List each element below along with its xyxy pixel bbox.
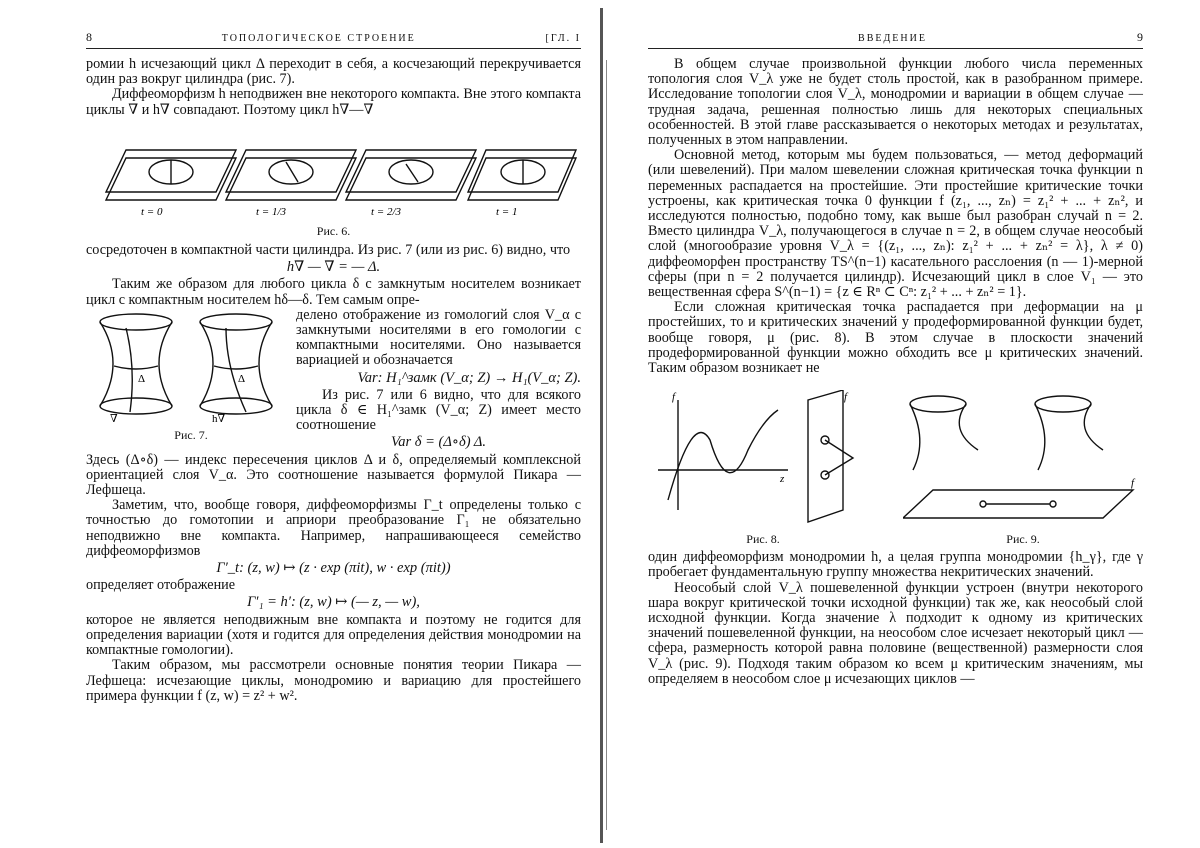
page-gutter <box>600 8 603 843</box>
right-page-number: 9 <box>1137 30 1143 44</box>
fig8-label: z <box>780 473 785 486</box>
left-paragraph: сосредоточен в компактной части цилиндра. Из рис. 7 (или из рис. 6) видно, что <box>86 242 571 259</box>
right-paragraph: В общем случае произвольной функции любого числа переменных топология слоя V_λ уже не будет столь простой, как в разобранном примере. Исследование топологии слоя V_λ, монодромии и вариации в общем случае — трудная задача, решенная полностью лишь для некоторых специальных особенностей. В этой главе рассказывается о некоторых методах и результатах, полученных в этом направлении. <box>648 56 1143 149</box>
fig6-label: t = 0 <box>141 205 163 218</box>
page-gutter-shadow <box>606 60 607 830</box>
figure-8-caption: Рис. 8. <box>746 532 780 547</box>
formula: Γ′₁ = h′: (z, w) ↦ (— z, — w), <box>247 594 420 611</box>
fig9-label: f <box>1131 477 1135 490</box>
right-paragraph: Основной метод, которым мы будем пользоваться, — метод деформаций (или шевелений). При малом шевелении сложная критическая точка функции n переменных распадается на простейшие. Эти простейшие критические точки устроены, как критическая точка 0 функции f (z₁, ..., zₙ) = z₁² + ... + zₙ², и исследуются полностью, подобно тому, как выше был разобран случай n = 2. Вместо цилиндра V_λ, получающегося в случае n = 2, в общем случае неособый слой (многообразие уровня V_λ = {(z₁, ..., zₙ): z₁² + ... + zₙ² = λ}, λ ≠ 0) диффеоморфен пространству TS^(n−1) касательного расслоения (n — 1)-мерной сферы (при n = 2 получается цилиндр). Исчезающий цикл в слое V₁ — это вещественная сфера S^(n−1) = {z ∈ Rⁿ ⊂ Cⁿ: z₁² + ... + zₙ² = 1}. <box>648 147 1143 301</box>
left-running-head <box>86 30 581 49</box>
fig7-label: h∇ <box>212 412 226 425</box>
fig7-label: Δ <box>238 372 246 385</box>
left-paragraph: Таким образом, мы рассмотрели основные понятия теории Пикара — Лефшеца: исчезающие циклы, монодромию и вариацию для простейшего примера функции f (z, w) = z² + w². <box>86 657 581 704</box>
formula: Var: H₁^замк (V_α; Z) → H₁(V_α; Z). <box>357 369 581 386</box>
left-page <box>86 30 581 704</box>
fig6-label: t = 2/3 <box>371 205 402 218</box>
formula: h∇ — ∇ = — Δ. <box>286 259 381 276</box>
left-paragraph: Диффеоморфизм h неподвижен вне некоторого компакта. Вне этого компакта циклы ∇ и h∇ совпадают. Поэтому цикл h∇—∇ <box>86 86 581 118</box>
right-page <box>648 30 1143 687</box>
right-paragraph: Неособый слой V_λ пошевеленной функции устроен (внутри некоторого шара вокруг критической точки исходной функции) так же, как неособый слой исходной функции. Когда значение λ подходит к одному из критических значений пошевеленной функции, на неособом слое исчезает некоторый цикл — сфера, размерность которой равна половине (вещественной) размерности слоя V_λ (рис. 9). Подходя таким образом ко всем μ критическим значениям, мы определяем в неособом слое μ исчезающих циклов — <box>648 579 1143 687</box>
figure-7-block <box>86 308 581 453</box>
figures-8-9 <box>648 390 1143 550</box>
figure-9-caption: Рис. 9. <box>1006 532 1040 547</box>
left-paragraph: ромии h исчезающий цикл Δ переходит в себя, а косчезающий перекручивается один раз вокруг цилиндра (рис. 7). <box>86 56 581 88</box>
left-paragraph: Здесь (Δ∘δ) — индекс пересечения циклов Δ и δ, определяемый комплексной ориентацией слоя V_α. Это соотношение называется формулой Пикара — Лефшеца. <box>86 451 581 499</box>
figure-6 <box>86 122 581 222</box>
figure-7-side-text <box>296 308 581 453</box>
left-body <box>86 57 581 704</box>
formula: Γ′_t: (z, w) ↦ (z · exp (πit), w · exp (πit)) <box>216 560 451 577</box>
fig7-label: Δ <box>138 372 146 385</box>
figure-8 <box>648 390 878 550</box>
left-paragraph: делено отображение из гомологий слоя V_α с замкнутыми носителями в его гомологии с компактными носителями. Оно называется вариацией и обозначается <box>296 306 581 369</box>
fig8-label: f <box>672 391 676 404</box>
left-paragraph: которое не является неподвижным вне компакта и поэтому не годится для определения вариации (хотя и годится для определения действия монодромии на компактные гомологии). <box>86 611 581 659</box>
figure-6-caption: Рис. 6. <box>316 223 351 238</box>
chapter-ref: [ГЛ. I <box>545 33 581 44</box>
left-paragraph: Из рис. 7 или 6 видно, что для всякого цикла δ ∈ H₁^замк (V_α; Z) имеет место соотношение <box>296 386 581 434</box>
right-paragraph: Если сложная критическая точка распадается при деформации на μ простейших, то и критических значений у продеформированной функции будет, вообще говоря, μ (рис. 8). В этом случае в плоскости значений продеформированной функции можно обходить все μ критических значений. Таким образом возникает не <box>648 299 1143 377</box>
left-paragraph: Таким же образом для любого цикла δ с замкнутым носителем возникает цикл с компактным носителем hδ—δ. Тем самым опре- <box>86 276 581 308</box>
fig8-label: f <box>844 391 848 404</box>
formula: Var δ = (Δ∘δ) Δ. <box>390 434 487 451</box>
figure-7-caption: Рис. 7. <box>174 427 208 442</box>
left-running-title: ТОПОЛОГИЧЕСКОЕ СТРОЕНИЕ <box>221 33 416 44</box>
fig6-label: t = 1/3 <box>256 205 287 218</box>
figure-6-drawing <box>86 122 581 222</box>
right-running-title: ВВЕДЕНИЕ <box>858 33 927 44</box>
left-paragraph: определяет отображение <box>86 577 236 594</box>
figure-7-drawing <box>86 308 296 426</box>
right-running-head <box>648 30 1143 49</box>
left-paragraph: Заметим, что, вообще говоря, диффеоморфизмы Γ_t определены только с точностью до гомотопии и априори преобразование Γ₁ не обязательно неподвижно вне компакта. Например, напрашивающееся семейство диффеоморфизмов <box>86 497 581 559</box>
fig7-label: ∇ <box>110 412 118 425</box>
figure-8-drawing <box>648 390 878 530</box>
figure-9-drawing <box>903 390 1143 530</box>
fig6-label: t = 1 <box>496 205 518 218</box>
right-paragraph: один диффеоморфизм монодромии h, а целая группа монодромии {h_γ}, где γ пробегает фундаментальную группу множества некритических значений. <box>648 549 1143 581</box>
left-page-number: 8 <box>86 30 92 44</box>
figure-7 <box>86 308 296 453</box>
right-body <box>648 57 1143 687</box>
figure-9 <box>903 390 1143 550</box>
